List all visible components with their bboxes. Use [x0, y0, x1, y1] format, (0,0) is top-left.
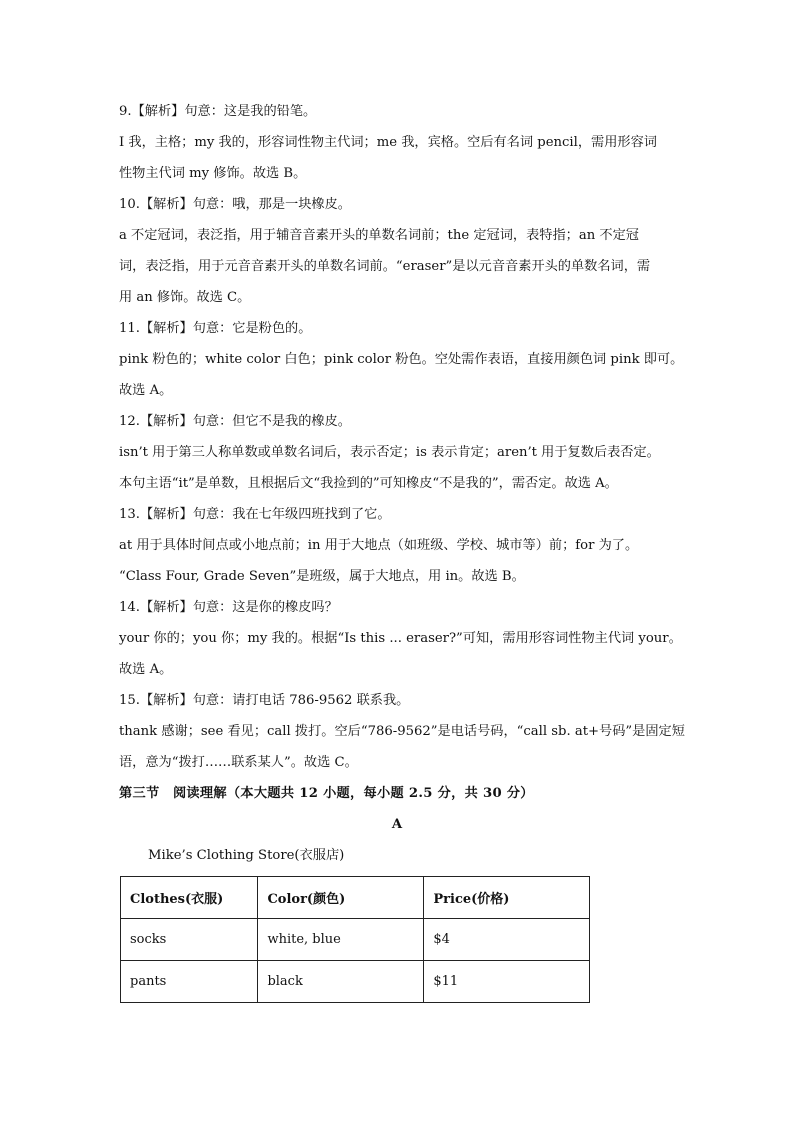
table-cell: pants — [121, 961, 258, 1003]
explanation-line: 词，表泛指，用于元音音素开头的单数名词前。“eraser”是以元音音素开头的单数名词，需 — [119, 259, 651, 274]
explanation-line: 10.【解析】句意：哦，那是一块橡皮。 — [119, 197, 351, 212]
explanation-line: “Class Four, Grade Seven”是班级，属于大地点，用 in。故选 B。 — [119, 569, 525, 584]
header-color: Color(颜色) — [258, 877, 424, 919]
explanation-line: 性物主代词 my 修饰。故选 B。 — [119, 166, 307, 181]
table-cell: black — [258, 961, 424, 1003]
explanation-line: at 用于具体时间点或小地点前；in 用于大地点（如班级、学校、城市等）前；for 为了。 — [119, 538, 639, 553]
explanation-line: 14.【解析】句意：这是你的橡皮吗？ — [119, 600, 338, 615]
explanation-line: I 我，主格；my 我的，形容词性物主代词；me 我，宾格。空后有名词 pencil，需用形容词 — [119, 135, 657, 150]
explanation-line: pink 粉色的；white color 白色；pink color 粉色。空处需作表语，直接用颜色词 pink 即可。 — [119, 352, 684, 367]
explanation-line: 11.【解析】句意：它是粉色的。 — [119, 321, 312, 336]
explanation-line: 13.【解析】句意：我在七年级四班找到了它。 — [119, 507, 391, 522]
explanation-line: 故选 A。 — [119, 383, 173, 398]
clothing-price-table — [120, 876, 590, 1003]
explanation-line: 本句主语“it”是单数，且根据后文“我捡到的”可知橡皮“不是我的”，需否定。故选 A。 — [119, 476, 618, 491]
explanation-line: a 不定冠词，表泛指，用于辅音音素开头的单数名词前；the 定冠词，表特指；an 不定冠 — [119, 228, 639, 243]
table-cell: white, blue — [258, 919, 424, 961]
table-cell: socks — [121, 919, 258, 961]
table-cell: $11 — [424, 961, 590, 1003]
explanation-line: 故选 A。 — [119, 662, 173, 677]
explanation-line: thank 感谢；see 看见；call 拨打。空后“786-9562”是电话号码，“call sb. at+号码”是固定短 — [119, 724, 685, 739]
explanation-line: isn’t 用于第三人称单数或单数名词后，表示否定；is 表示肯定；aren’t 用于复数后表否定。 — [119, 445, 660, 460]
part-label: A — [391, 817, 403, 832]
store-caption: Mike’s Clothing Store(衣服店) — [148, 848, 345, 863]
header-clothes: Clothes(衣服) — [121, 877, 258, 919]
table-header-row — [121, 877, 590, 919]
header-price: Price(价格) — [424, 877, 590, 919]
table-cell: $4 — [424, 919, 590, 961]
explanation-line: 语，意为“拨打……联系某人”。故选 C。 — [119, 755, 358, 770]
explanation-line: your 你的；you 你；my 我的。根据“Is this ... eraser?”可知，需用形容词性物主代词 your。 — [119, 631, 682, 646]
explanation-line: 9.【解析】句意：这是我的铅笔。 — [119, 104, 317, 119]
table-row — [121, 919, 590, 961]
answer-explanations — [119, 96, 685, 871]
section-title: 第三节 阅读理解（本大题共 12 小题，每小题 2.5 分，共 30 分） — [119, 786, 534, 801]
table-row — [121, 961, 590, 1003]
explanation-line: 用 an 修饰。故选 C。 — [119, 290, 251, 305]
explanation-line: 12.【解析】句意：但它不是我的橡皮。 — [119, 414, 351, 429]
explanation-line: 15.【解析】句意：请打电话 786-9562 联系我。 — [119, 693, 410, 708]
